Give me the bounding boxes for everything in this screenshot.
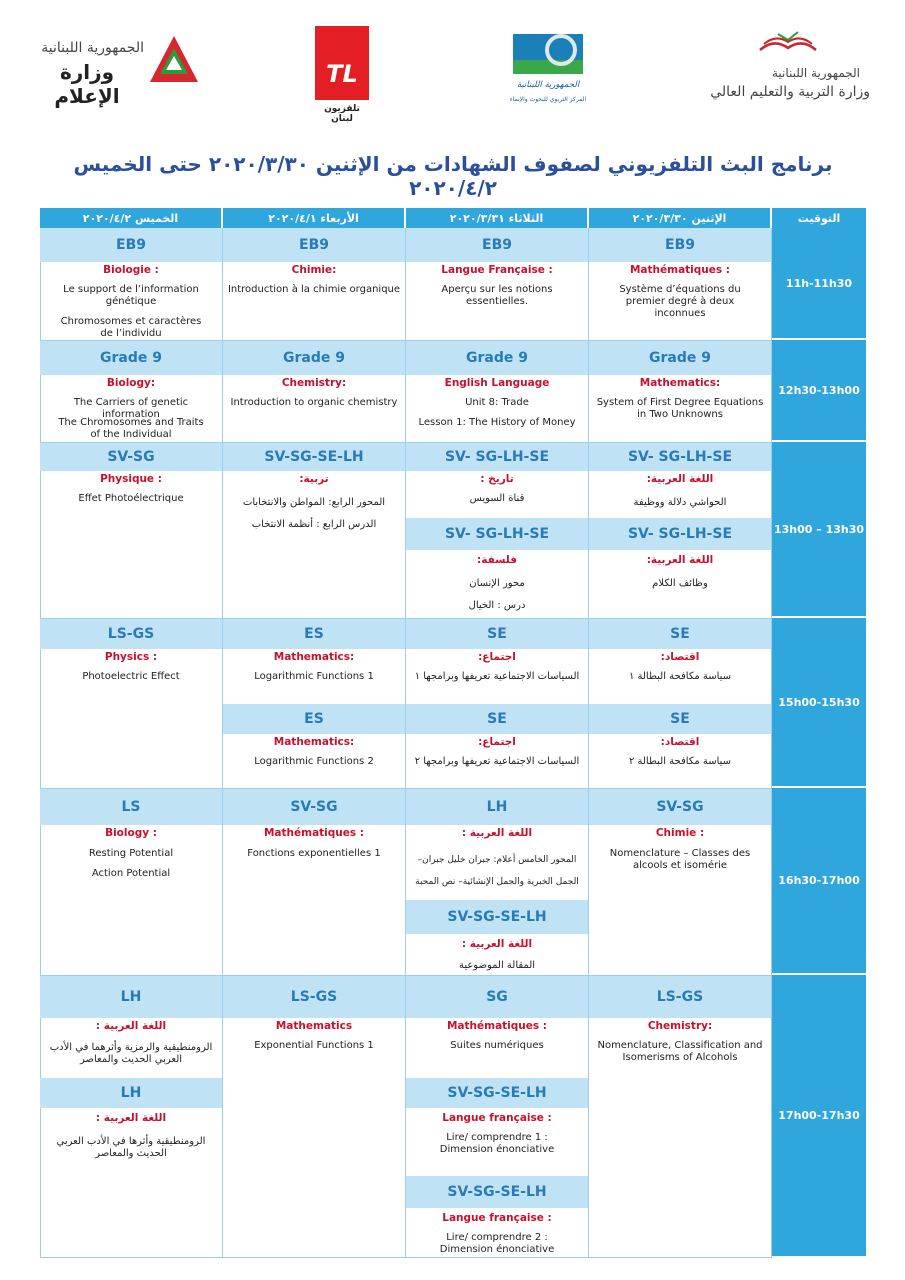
lesson-text: درس : الخيال (468, 600, 526, 611)
class-band: LH (40, 1078, 222, 1108)
class-band: Grade 9 (223, 341, 405, 375)
class-band: LS (40, 789, 222, 825)
class-band: SE (406, 704, 588, 734)
subject-label: اقتصاد: (660, 736, 700, 748)
lesson-text: Suites numériques (450, 1040, 544, 1051)
open-book-icon (758, 30, 818, 56)
class-band: SV- SG-LH-SE (406, 518, 588, 550)
lesson-text: السياسات الاجتماعية تعريفها وبرامجها ١ (414, 671, 580, 682)
subject-label: English Language (444, 377, 550, 389)
ministry-education-logo (700, 30, 870, 110)
tele-liban-caption: تلفزيون لبنان (324, 104, 360, 124)
class-band: SV-SG (40, 443, 222, 471)
lesson-text: Introduction à la chimie organique (227, 284, 401, 295)
subject-label: Mathematics: (273, 651, 355, 663)
subject-label: اقتصاد: (660, 651, 700, 663)
lesson-text: Nomenclature – Classes des alcools et isomérie (609, 848, 751, 871)
subject-label: اللغة العربية: (646, 554, 714, 566)
subject-label: Physics : (104, 651, 158, 663)
ministry-education-line1: الجمهورية اللبنانية (771, 66, 860, 80)
subject-label: اللغة العربية: (646, 473, 714, 485)
class-band: SV- SG-LH-SE (589, 443, 771, 471)
lesson-text: الدرس الرابع : أنظمة الانتخاب (251, 519, 377, 530)
lesson-text: Chromosomes et caractères de l’individu (60, 316, 202, 339)
subject-label: تربية: (299, 473, 329, 485)
lesson-text: Fonctions exponentielles 1 (247, 848, 381, 859)
time-slot: 13h00 – 13h30 (772, 442, 866, 618)
lesson-text: الحواشي دلالة ووظيفة (633, 497, 727, 508)
lesson-text: Action Potential (91, 868, 171, 879)
lesson-text: Lire/ comprendre 1 : Dimension énonciative (439, 1132, 555, 1155)
subject-label: اللغة العربية : (95, 1020, 167, 1032)
lesson-text: سياسة مكافحة البطالة ١ (628, 671, 732, 682)
class-band: SV-SG-SE-LH (406, 900, 588, 934)
col-divider (222, 228, 223, 1258)
ministry-information-line2: وزارة الإعلام (54, 60, 120, 108)
lesson-text: Lesson 1: The History of Money (418, 417, 576, 428)
crdp-line1: الجمهورية اللبنانية (516, 80, 580, 90)
ministry-information-logo (30, 30, 200, 108)
subject-label: Mathematics: (273, 736, 355, 748)
lesson-text: Lire/ comprendre 2 : Dimension énonciative (439, 1232, 555, 1255)
class-band: SV-SG-SE-LH (223, 443, 405, 471)
lesson-text: قناة السويس (469, 493, 525, 504)
class-band: LH (40, 976, 222, 1018)
subject-label: Mathématiques : (629, 264, 730, 276)
class-band: LS-GS (589, 976, 771, 1018)
lesson-text: The Carriers of genetic information (73, 397, 189, 420)
class-band: SV- SG-LH-SE (589, 518, 771, 550)
header-thu: الخميس ٢٠٢٠/٤/٢ (40, 208, 221, 228)
tl-mark-box (315, 26, 369, 100)
subject-label: اللغة العربية : (461, 938, 533, 950)
subject-label: اجتماع: (478, 736, 516, 748)
time-slot: 11h-11h30 (772, 228, 866, 340)
class-band: SV-SG (223, 789, 405, 825)
class-band: Grade 9 (406, 341, 588, 375)
time-slot: 12h30-13h00 (772, 340, 866, 442)
lesson-text: Le support de l’information génétique (63, 284, 199, 307)
class-band: SV- SG-LH-SE (406, 443, 588, 471)
lesson-text: The Chromosomes and Traits of the Individual (58, 417, 204, 440)
class-band: Grade 9 (40, 341, 222, 375)
subject-label: Biology : (105, 827, 157, 839)
lesson-text: محور الإنسان (469, 578, 525, 589)
subject-label: Mathématiques : (263, 827, 364, 839)
class-band: SG (406, 976, 588, 1018)
subject-label: اللغة العربية : (95, 1112, 167, 1124)
crdp-emblem-icon (513, 28, 583, 78)
class-band: SE (589, 704, 771, 734)
lesson-text: المحور الخامس أعلام: جبران خليل جبران– (417, 855, 577, 865)
lesson-text: Système d’équations du premier degré à deux inconnues (619, 284, 741, 319)
ministry-education-line2: وزارة التربية والتعليم العالي (710, 84, 870, 100)
page-title: برنامج البث التلفزيوني لصفوف الشهادات من الإثنين ٢٠٢٠/٣/٣٠ حتى الخميس ٢٠٢٠/٤/٢ (73, 152, 833, 200)
class-band: SV-SG-SE-LH (406, 1176, 588, 1208)
lesson-text: السياسات الاجتماعية تعريفها وبرامجها ٢ (414, 756, 580, 767)
logo-header (0, 0, 905, 140)
subject-label: Physique : (100, 473, 162, 485)
lesson-text: Aperçu sur les notions essentielles. (441, 284, 553, 307)
tele-liban-logo (313, 26, 371, 124)
lesson-text: Logarithmic Functions 1 (254, 671, 374, 682)
class-band: EB9 (589, 228, 771, 262)
schedule-table (40, 208, 866, 1258)
lesson-text: Resting Potential (88, 848, 174, 859)
lesson-text: وظائف الكلام (652, 578, 708, 589)
header-mon: الإثنين ٢٠٢٠/٣/٣٠ (589, 208, 770, 228)
col-divider (588, 228, 589, 1258)
lesson-text: المحور الرابع: المواطن والانتخابات (242, 497, 386, 508)
subject-label: اللغة العربية : (461, 827, 533, 839)
class-band: SE (406, 619, 588, 649)
class-band: EB9 (406, 228, 588, 262)
class-band: SV-SG-SE-LH (406, 1078, 588, 1108)
lesson-text: Photoelectric Effect (82, 671, 180, 682)
class-band: EB9 (40, 228, 222, 262)
crdp-line2: المركز التربوي للبحوث والإنماء (509, 96, 587, 103)
subject-label: Mathematics (275, 1020, 353, 1032)
tl-mark: TL (326, 60, 358, 88)
class-band: Grade 9 (589, 341, 771, 375)
subject-label: فلسفة: (477, 554, 517, 566)
class-band: SE (589, 619, 771, 649)
class-band: LS-GS (223, 976, 405, 1018)
subject-label: Chemistry: (281, 377, 347, 389)
subject-label: Chemistry: (647, 1020, 713, 1032)
lesson-text: الرومنطيقية وأثرها في الأدب العربي الحديث والمعاصر (56, 1136, 206, 1159)
class-band: LS-GS (40, 619, 222, 649)
subject-label: Langue française : (442, 1112, 552, 1124)
lesson-text: المقالة الموضوعية (458, 960, 536, 971)
cedar-triangle-icon (148, 34, 200, 86)
subject-label: تاريخ : (480, 473, 514, 485)
subject-label: Mathematics: (639, 377, 721, 389)
lesson-text: Exponential Functions 1 (254, 1040, 374, 1051)
lesson-text: Nomenclature, Classification and Isomerisms of Alcohols (597, 1040, 763, 1063)
header-time: التوقيت (772, 208, 866, 228)
time-slot: 15h00-15h30 (772, 618, 866, 788)
lesson-text: الرومنطيقية والرمزية وأثرهما في الأدب العربي الحديث والمعاصر (49, 1042, 213, 1065)
class-band: SV-SG (589, 789, 771, 825)
header-wed: الأربعاء ٢٠٢٠/٤/١ (223, 208, 404, 228)
subject-label: Langue Française : (441, 264, 553, 276)
lesson-text: Unit 8: Trade (465, 397, 529, 408)
crdp-logo (508, 28, 588, 120)
lesson-text: سياسة مكافحة البطالة ٢ (628, 756, 732, 767)
subject-label: Chimie : (655, 827, 705, 839)
subject-label: Chimie: (291, 264, 337, 276)
subject-label: Langue française : (442, 1212, 552, 1224)
lesson-text: الجمل الخبرية والجمل الإنشائية– نص المحبة (415, 877, 579, 887)
subject-label: Biology: (106, 377, 156, 389)
lesson-text: Logarithmic Functions 2 (254, 756, 374, 767)
lesson-text: Introduction to organic chemistry (230, 397, 398, 408)
lesson-text: System of First Degree Equations in Two Unknowns (596, 397, 764, 420)
time-slot: 17h00-17h30 (772, 975, 866, 1258)
header-tue: الثلاثاء ٢٠٢٠/٣/٣١ (406, 208, 587, 228)
class-band: ES (223, 704, 405, 734)
class-band: EB9 (223, 228, 405, 262)
class-band: LH (406, 789, 588, 825)
subject-label: Biologie : (103, 264, 159, 276)
class-band: ES (223, 619, 405, 649)
time-slot: 16h30-17h00 (772, 788, 866, 975)
lesson-text: Effet Photoélectrique (78, 493, 184, 504)
subject-label: Mathématiques : (446, 1020, 547, 1032)
ministry-information-line1: الجمهورية اللبنانية (41, 40, 144, 56)
subject-label: اجتماع: (478, 651, 516, 663)
